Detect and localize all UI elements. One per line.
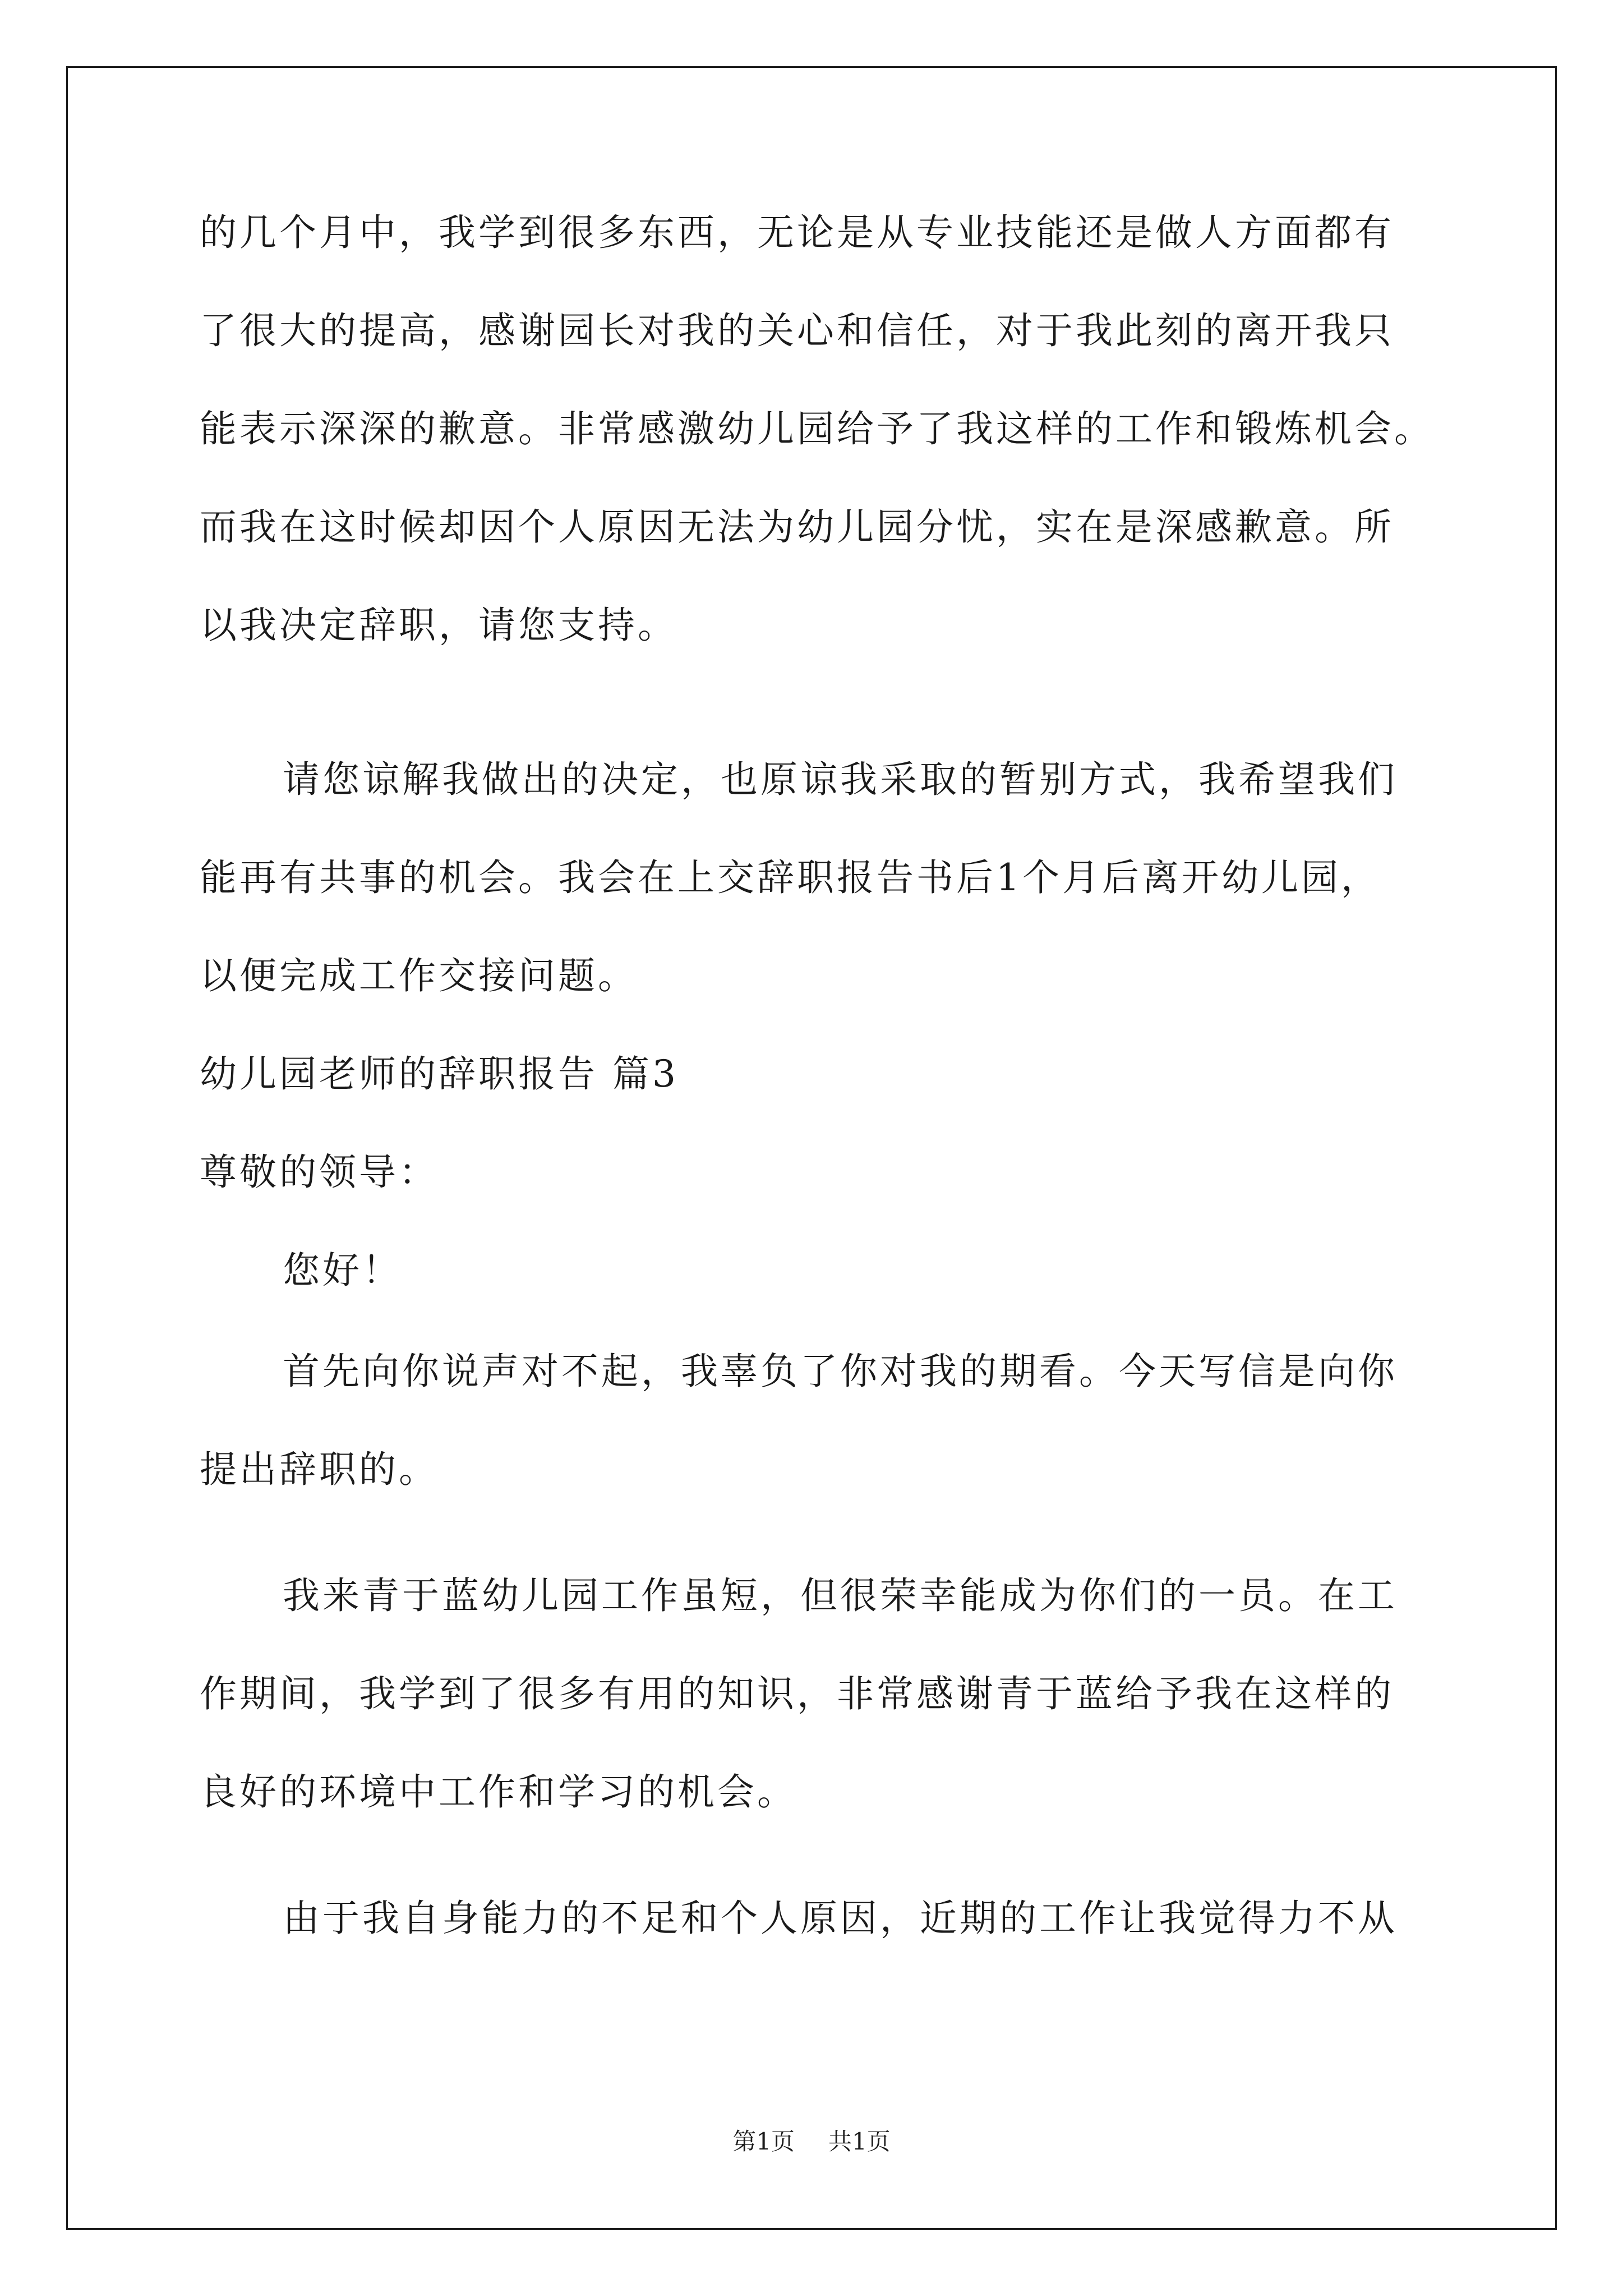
paragraph-line: 提出辞职的。 — [200, 1448, 439, 1491]
paragraph-line: 以便完成工作交接问题。 — [200, 954, 638, 997]
page-footer — [0, 2125, 1623, 2159]
section-heading: 幼儿园老师的辞职报告 篇3 — [200, 1052, 679, 1096]
greeting: 您好！ — [283, 1249, 402, 1292]
paragraph-line: 由于我自身能力的不足和个人原因，近期的工作让我觉得力不从 — [283, 1897, 1398, 1940]
paragraph-line: 良好的环境中工作和学习的机会。 — [200, 1770, 797, 1814]
paragraph-line: 的几个月中，我学到很多东西，无论是从专业技能还是做人方面都有 — [200, 211, 1394, 254]
paragraph-line: 了很大的提高，感谢园长对我的关心和信任，对于我此刻的离开我只 — [200, 309, 1394, 352]
paragraph-line: 以我决定辞职，请您支持。 — [200, 604, 677, 647]
paragraph-line: 请您谅解我做出的决定，也原谅我采取的暂别方式，我希望我们 — [283, 758, 1398, 801]
paragraph-line: 首先向你说声对不起，我辜负了你对我的期看。今天写信是向你 — [283, 1350, 1398, 1393]
paragraph-line: 我来青于蓝幼儿园工作虽短，但很荣幸能成为你们的一员。在工 — [283, 1574, 1398, 1617]
paragraph-line: 能表示深深的歉意。非常感激幼儿园给予了我这样的工作和锻炼机会。 — [200, 407, 1434, 450]
paragraph-line: 能再有共事的机会。我会在上交辞职报告书后1个月后离开幼儿园， — [200, 856, 1381, 899]
paragraph-line: 而我在这时候却因个人原因无法为幼儿园分忧，实在是深感歉意。所 — [200, 505, 1394, 549]
salutation: 尊敬的领导： — [200, 1151, 439, 1194]
page-number: 第1页 — [732, 2128, 795, 2155]
paragraph-line: 作期间，我学到了很多有用的知识，非常感谢青于蓝给予我在这样的 — [200, 1672, 1394, 1715]
page-total: 共1页 — [828, 2128, 891, 2155]
